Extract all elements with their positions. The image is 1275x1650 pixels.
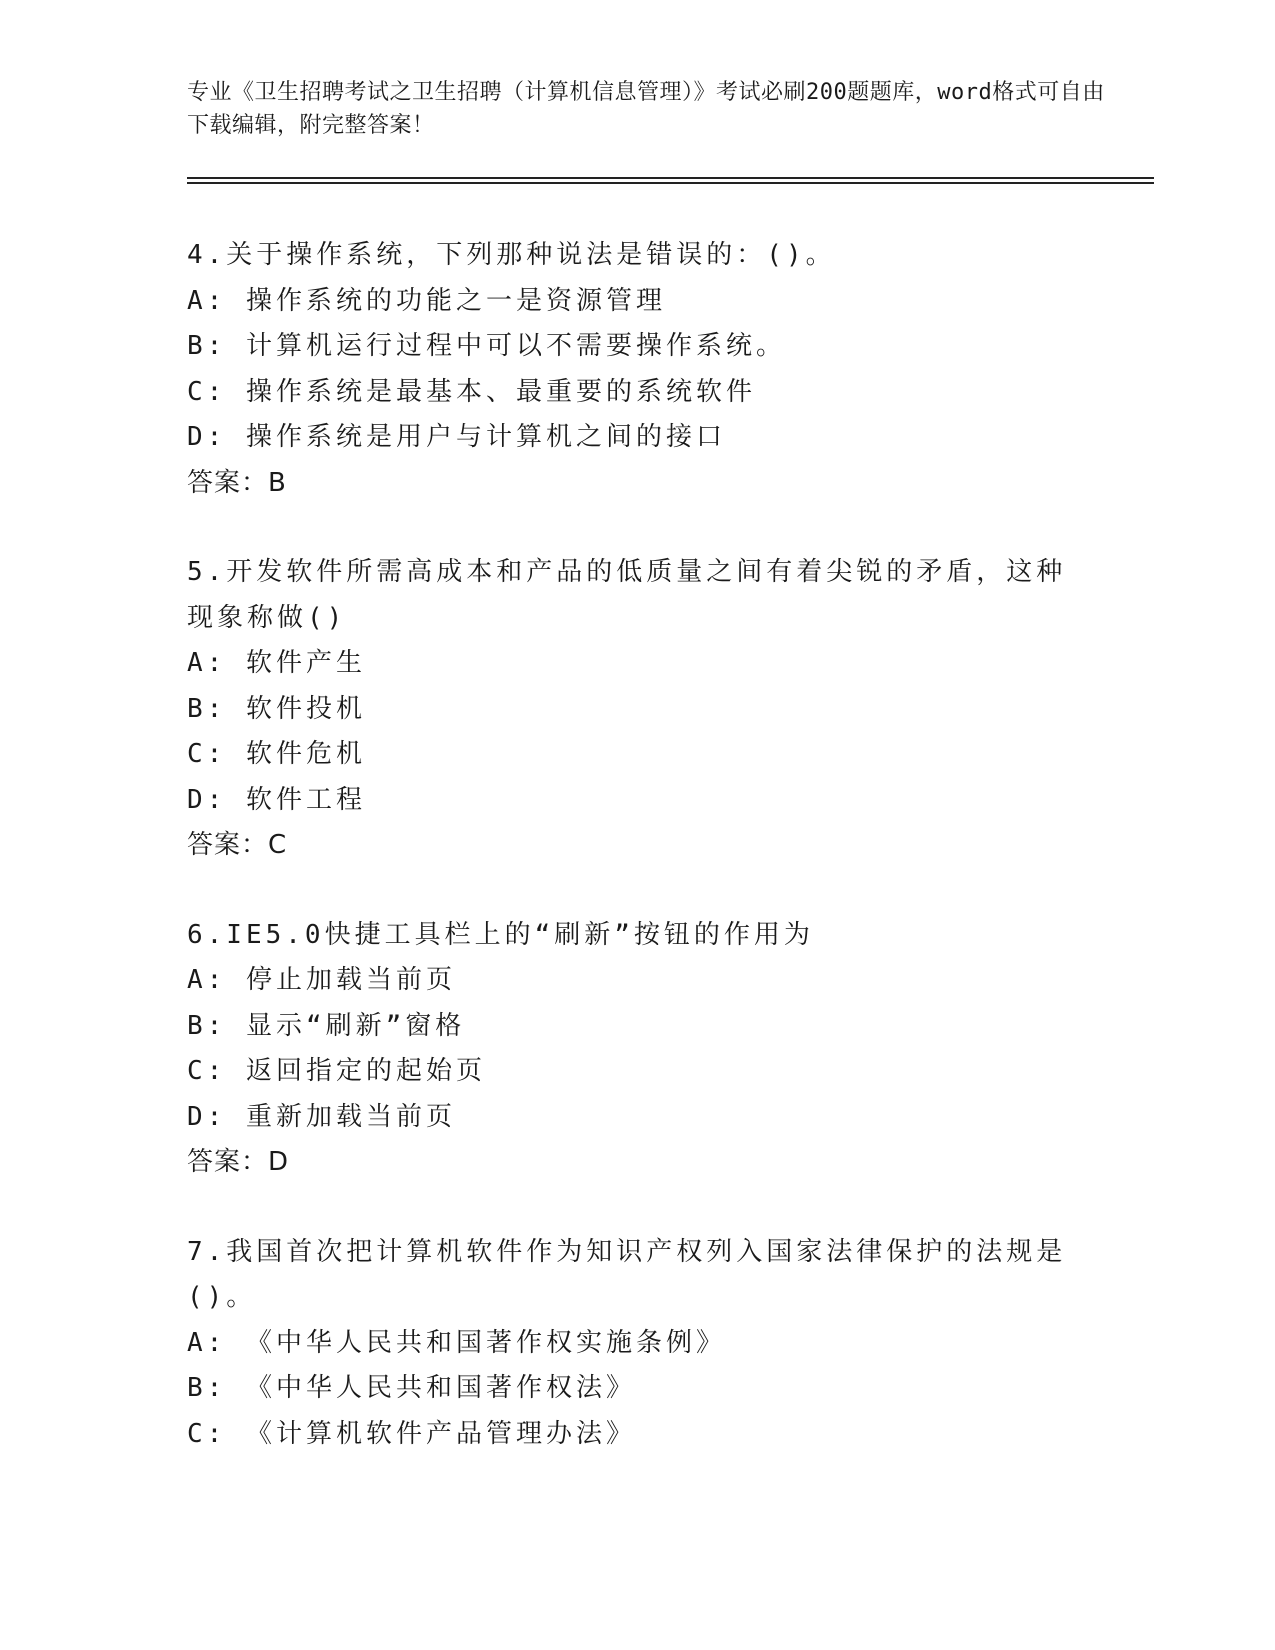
question-list bbox=[187, 233, 1087, 1501]
question-item bbox=[187, 913, 1087, 1186]
option-c: C: 操作系统是最基本、最重要的系统软件 bbox=[187, 376, 756, 407]
option-b: B: 显示“刷新”窗格 bbox=[187, 1010, 466, 1041]
option-b: B: 软件投机 bbox=[187, 693, 366, 724]
option-a: A: 停止加载当前页 bbox=[187, 965, 456, 995]
option-b: B: 《中华人民共和国著作权法》 bbox=[187, 1373, 636, 1403]
header-divider-bottom bbox=[187, 182, 1154, 184]
option-c: C: 返回指定的起始页 bbox=[187, 1056, 486, 1086]
option-c: C: 软件危机 bbox=[187, 739, 366, 769]
option-d: D: 软件工程 bbox=[187, 784, 366, 815]
question-item bbox=[187, 1230, 1087, 1458]
option-a: A: 《中华人民共和国著作权实施条例》 bbox=[187, 1327, 726, 1358]
option-b: B: 计算机运行过程中可以不需要操作系统。 bbox=[187, 331, 786, 361]
option-c: C: 《计算机软件产品管理办法》 bbox=[187, 1418, 636, 1449]
question-stem: 6.IE5.0快捷工具栏上的“刷新”按钮的作用为 bbox=[187, 919, 814, 950]
question-item bbox=[187, 233, 1087, 506]
option-a: A: 操作系统的功能之一是资源管理 bbox=[187, 285, 666, 316]
header-description: 专业《卫生招聘考试之卫生招聘（计算机信息管理）》考试必刷200题题库，word格式可自由下载编辑，附完整答案！ bbox=[187, 80, 1105, 138]
answer-label: 答案：C bbox=[187, 830, 288, 860]
question-item bbox=[187, 550, 1087, 869]
question-stem: 7.我国首次把计算机软件作为知识产权列入国家法律保护的法规是()。 bbox=[187, 1236, 1067, 1312]
option-d: D: 操作系统是用户与计算机之间的接口 bbox=[187, 422, 726, 452]
answer-label: 答案：D bbox=[187, 1147, 290, 1177]
question-stem: 4.关于操作系统，下列那种说法是错误的：()。 bbox=[187, 240, 836, 270]
option-d: D: 重新加载当前页 bbox=[187, 1101, 456, 1132]
option-a: A: 软件产生 bbox=[187, 648, 366, 678]
question-stem: 5.开发软件所需高成本和产品的低质量之间有着尖锐的矛盾，这种现象称做() bbox=[187, 557, 1067, 633]
header-divider-top bbox=[187, 177, 1154, 179]
answer-label: 答案：B bbox=[187, 467, 287, 498]
